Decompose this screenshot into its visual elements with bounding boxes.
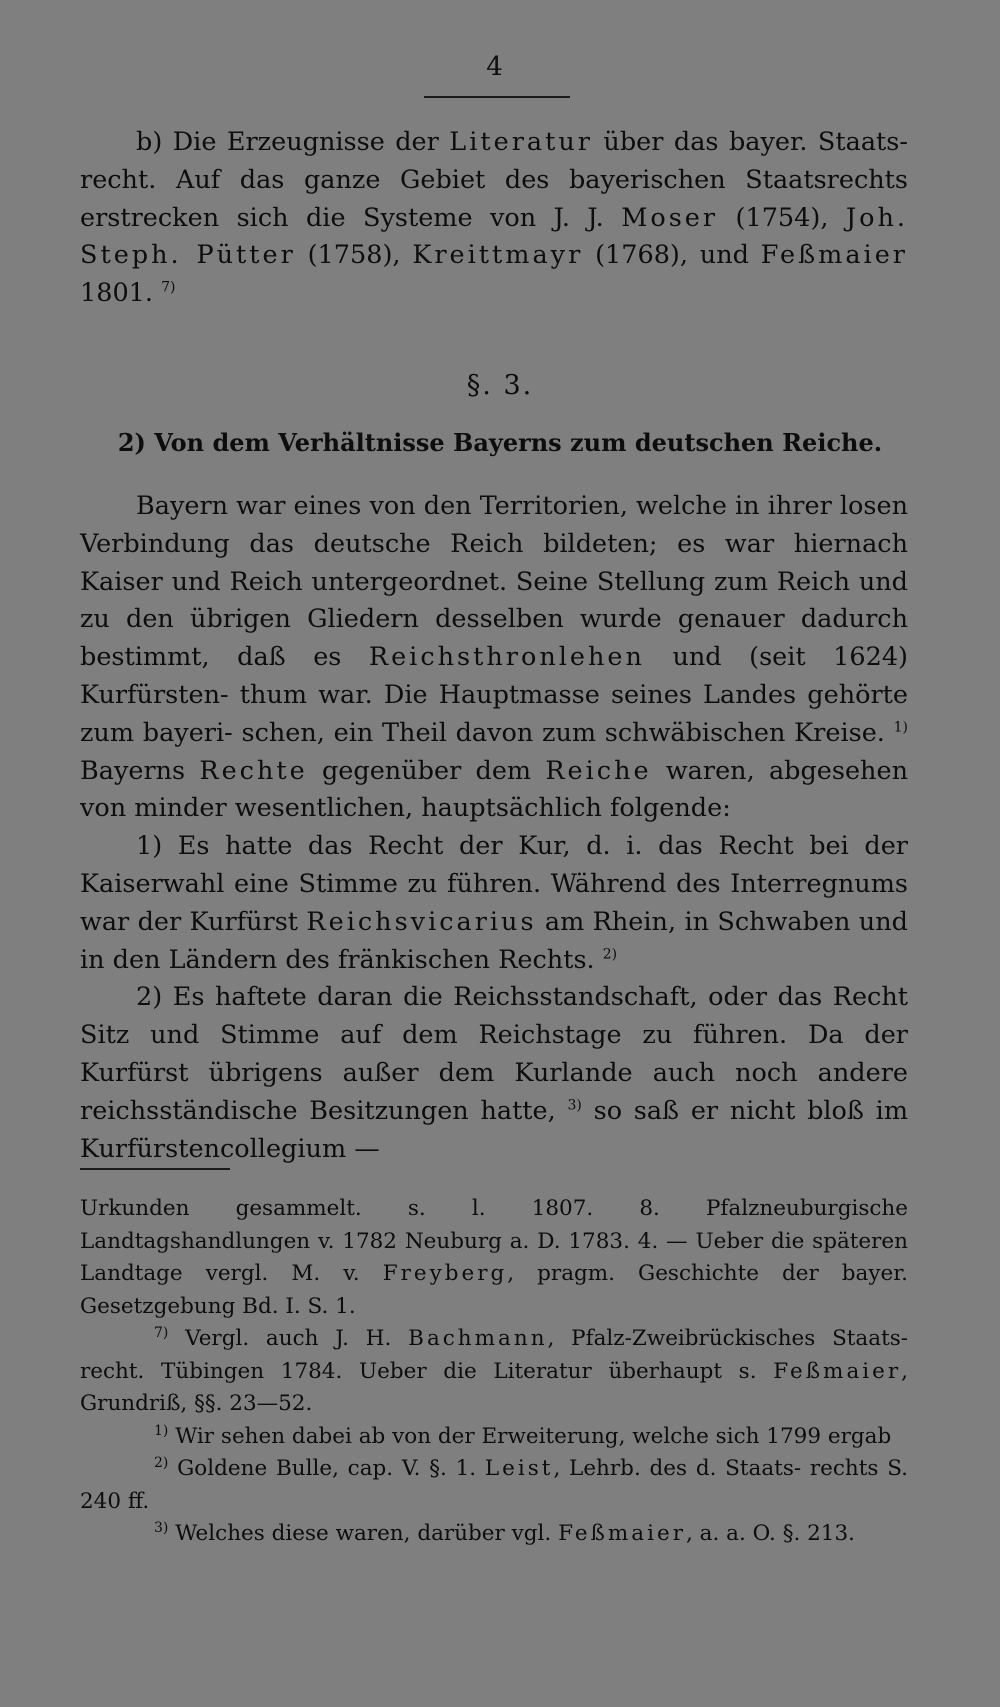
- footnote-continuation: [80, 1193, 908, 1323]
- section-title: 2) Von dem Verhältnisse Bayerns zum deutschen Reiche.: [117, 428, 883, 457]
- spaced-term: Joh. Steph. Pütter: [80, 202, 908, 271]
- footnote-marker: 7): [154, 1324, 169, 1341]
- text-run: über das bayer. Staats- recht. Auf das ganze Gebiet des bayerischen Staatsrechts erstrecken sich die Systeme von J. J.: [80, 127, 909, 233]
- spaced-term: Feßmaier: [760, 240, 908, 271]
- section-number: §. 3.: [466, 370, 534, 401]
- footnotes: [80, 1193, 908, 1551]
- spaced-term: Reiche: [545, 755, 652, 786]
- footnote-2: [80, 1453, 908, 1518]
- spaced-term: Reichsthronlehen: [368, 642, 645, 673]
- spaced-term: Moser: [621, 202, 719, 233]
- main-paragraph: [80, 488, 908, 828]
- footnote-ref-1: 1): [893, 719, 908, 736]
- spaced-term: Feßmaier: [773, 1358, 902, 1384]
- footnote-marker: 3): [154, 1519, 169, 1536]
- text-run: Goldene Bulle, cap. V. §. 1.: [168, 1456, 485, 1481]
- text-run: , Lehrb. des d. Staats- rechts S. 240 ff.: [80, 1456, 909, 1514]
- footnote-marker: 2): [154, 1454, 169, 1471]
- footnote-7: [80, 1323, 908, 1421]
- text-run: gegenüber dem: [307, 755, 546, 786]
- text-run: und (seit 1624) Kurfürsten- thum war. Die Hauptmasse seines Landes gehörte zum bayeri- schen, ein Theil davon zum schwäbischen Kreise.: [80, 642, 908, 748]
- spaced-term: Freyberg: [382, 1261, 508, 1286]
- text-run: Urkunden gesammelt. s. l. 1807. 8. Pfalzneuburgische Landtagshandlungen v. 1782 Neuburg a. D. 1783. 4. — Ueber die späteren Landtage vergl. M. v.: [80, 1196, 908, 1286]
- text-run: Vergl. auch J. H.: [168, 1326, 409, 1351]
- spaced-term: Rechte: [199, 755, 308, 786]
- text-run: (1758),: [295, 240, 413, 271]
- paragraph-b-text: [80, 124, 908, 313]
- page-number: 4: [486, 52, 504, 82]
- text-run: 1) Es hatte das Recht der Kur, d. i. das Recht bei der Kaiserwahl eine Stimme zu führen. Während des Interregnums war der Kurfürst: [80, 831, 908, 937]
- spaced-term: Kreittmayr: [412, 240, 584, 271]
- footnote-ref-2: 2): [602, 946, 618, 963]
- text-run: Die Erzeugnisse der: [172, 127, 450, 157]
- text-run: , pragm. Geschichte der bayer. Gesetzgebung Bd. I. S. 1.: [80, 1261, 908, 1319]
- list-item-2: [80, 979, 908, 1168]
- spaced-term: Literatur: [449, 127, 593, 157]
- footnote-1: [80, 1421, 908, 1454]
- spaced-term: Reichsvicarius: [306, 906, 537, 937]
- text-run: Welches diese waren, darüber vgl.: [168, 1521, 559, 1546]
- text-run: , Pfalz-Zweibrückisches Staats- recht. Tübingen 1784. Ueber die Literatur überhaupt s.: [80, 1326, 909, 1384]
- text-run: am Rhein, in Schwaben und in den Ländern des fränkischen Rechts.: [80, 906, 908, 975]
- text-run: (1754),: [718, 202, 846, 233]
- list-item-1: [80, 828, 908, 979]
- footnote-3: [80, 1518, 908, 1551]
- footnote-marker: 1): [154, 1422, 169, 1439]
- footnote-ref-3: 3): [567, 1097, 582, 1114]
- text-run: so saß er nicht bloß im Kurfürstencollegium —: [80, 1095, 909, 1164]
- text-run: , Grundriß, §§. 23—52.: [80, 1358, 908, 1416]
- text-run: Wir sehen dabei ab von der Erweiterung, welche sich 1799 ergab: [168, 1423, 892, 1449]
- main-body: [80, 488, 908, 1168]
- paragraph-marker: b): [136, 127, 163, 157]
- text-run: waren, abgesehen von minder wesentlichen, hauptsächlich folgende:: [80, 755, 908, 824]
- text-run: 1801.: [80, 278, 154, 309]
- footnote-ref-7: 7): [161, 279, 176, 296]
- text-run: Bayerns: [80, 755, 200, 786]
- text-run: Bayern war eines von den Territorien, welche in ihrer losen Verbindung das deutsche Reich bildeten; es war hiernach Kaiser und Reich untergeordnet. Seine Stellung zum Reich und zu den übrigen Gliedern desselben wurde genauer dadurch bestimmt, daß es: [80, 491, 908, 673]
- spaced-term: Feßmaier: [558, 1521, 687, 1546]
- text-run: 2) Es haftete daran die Reichsstandschaft, oder das Recht Sitz und Stimme auf dem Reichstage zu führen. Da der Kurfürst übrigens außer dem Kurlande auch noch andere reichsständische Besitzungen hatte,: [80, 982, 908, 1126]
- text-run: (1768), und: [583, 240, 761, 271]
- header-rule: [424, 96, 570, 98]
- footnote-rule: [80, 1168, 230, 1170]
- text-run: , a. a. O. §. 213.: [686, 1521, 855, 1546]
- spaced-term: Bachmann: [408, 1326, 548, 1351]
- paragraph-b: [80, 124, 908, 313]
- spaced-term: Leist: [484, 1456, 554, 1481]
